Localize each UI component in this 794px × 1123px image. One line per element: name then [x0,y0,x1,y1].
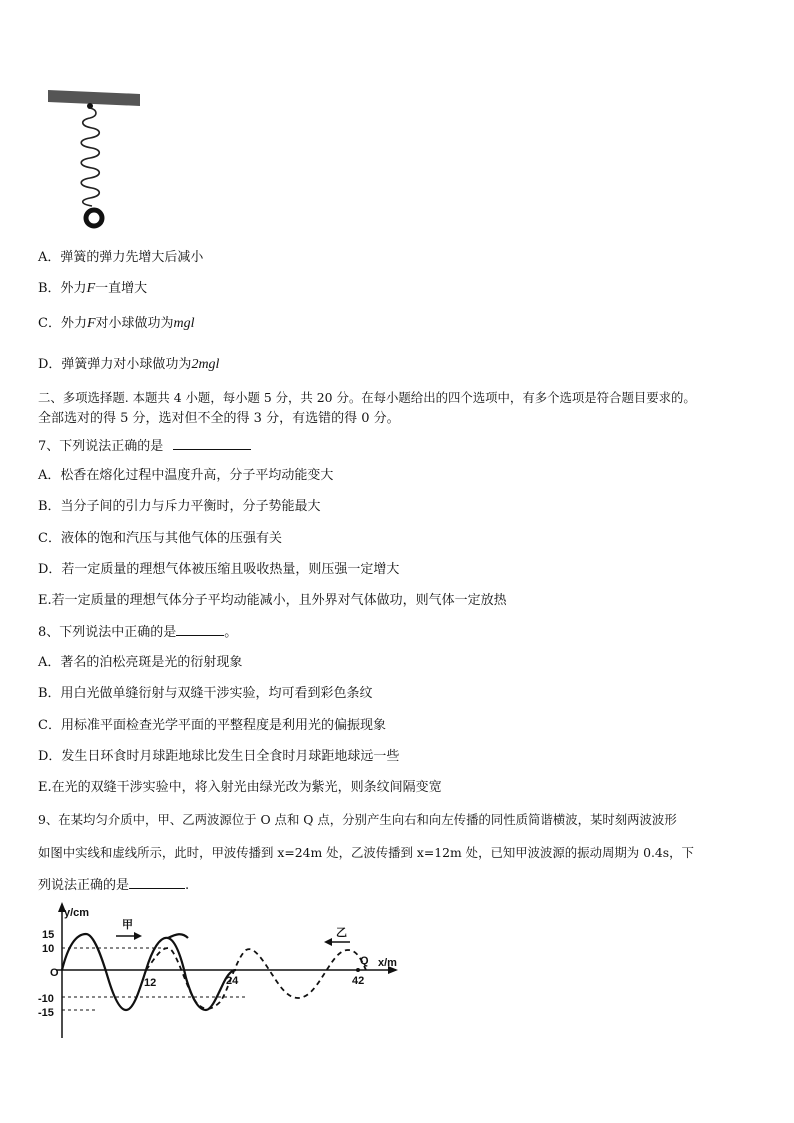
q8-option-d: D．发生日环食时月球距地球比发生日全食时月球距地球远一些 [38,749,400,764]
q-point-label: Q [360,955,369,967]
q8-option-c: C．用标准平面检查光学平面的平整程度是利用光的偏振现象 [38,718,386,733]
x-tick-label: 42 [352,975,365,987]
q6-option-d: D．弹簧弹力对小球做功为2mgl [38,357,220,372]
y-tick-label: -10 [38,993,54,1005]
q9-stem-line2: 如图中实线和虚线所示，此时，甲波传播到 x=24m 处，乙波传播到 x=12m 处，已知甲波波源的振动周期为 0.4s，下 [38,845,694,860]
q9-stem-line3: 列说法正确的是 . [38,878,190,893]
q7-option-e: E.若一定质量的理想气体分子平均动能减小，且外界对气体做功，则气体一定放热 [38,593,507,608]
wave-jia-label: 甲 [122,919,133,931]
y-tick-label: -15 [38,1007,54,1019]
y-axis-label: y/cm [64,907,90,919]
q7-option-b: B．当分子间的引力与斥力平衡时，分子势能最大 [38,499,321,514]
wave-jia-solid [62,934,236,1010]
section2-heading-line1: 二、多项选择题. 本题共 4 小题，每小题 5 分，共 20 分。在每小题给出的四个选项中，有多个选项是符合题目要求的。 [38,390,696,405]
ball [86,210,102,226]
q8-option-e: E.在光的双缝干涉实验中，将入射光由绿光改为紫光，则条纹间隔变宽 [38,780,442,795]
answer-blank [176,623,224,636]
wave-graph [36,898,416,1043]
q7-option-d: D．若一定质量的理想气体被压缩且吸收热量，则压强一定增大 [38,562,400,577]
q7-option-c: C．液体的饱和汽压与其他气体的压强有关 [38,531,282,546]
y-tick-label: 15 [42,929,55,941]
q8-option-b: B．用白光做单缝衍射与双缝干涉实验，均可看到彩色条纹 [38,686,373,701]
q8-option-a: A．著名的泊松亮斑是光的衍射现象 [38,655,243,670]
x-tick-label: 24 [226,975,239,987]
q6-option-a: A．弹簧的弹力先增大后减小 [38,250,204,265]
q9-stem-line1: 9、在某均匀介质中，甲、乙两波源位于 O 点和 Q 点，分别产生向右和向左传播的同性质简谐横波，某时刻两波波形 [38,812,677,827]
x-axis-label: x/m [378,957,397,969]
origin-label: O [50,967,59,979]
x-tick-label: 12 [144,977,157,989]
wave-yi-dashed [146,948,366,1009]
q6-option-b: B．外力F一直增大 [38,281,148,296]
answer-blank [173,437,251,450]
q8-stem: 8、下列说法中正确的是 。 [38,625,238,640]
q-point-marker [356,968,360,972]
y-tick-label: 10 [42,943,55,955]
q7-stem: 7、下列说法正确的是 [38,437,251,456]
answer-blank [129,876,185,889]
spring-ball-figure [46,86,142,234]
spring-coil [81,108,99,206]
wave-yi-label: 乙 [336,927,347,939]
section2-heading-line2: 全部选对的得 5 分，选对但不全的得 3 分，有选错的得 0 分。 [38,411,400,426]
ceiling-bar [48,90,140,106]
q6-option-c: C．外力F对小球做功为mgl [38,316,195,331]
q7-option-a: A．松香在熔化过程中温度升高，分子平均动能变大 [38,468,334,483]
